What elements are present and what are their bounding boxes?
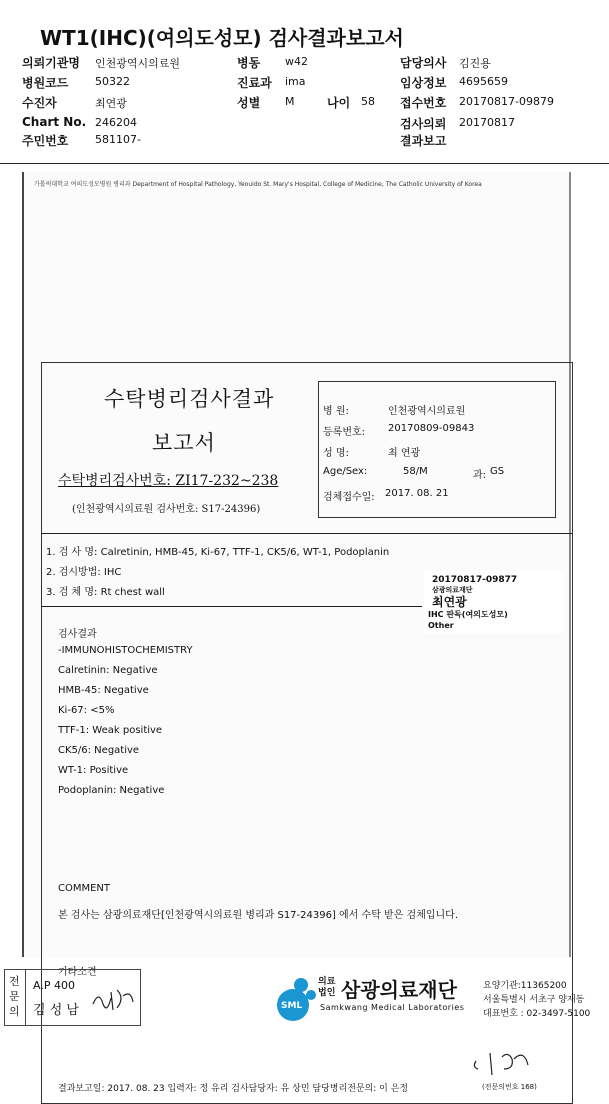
stamp-line1: A.P 400 [33,979,75,992]
stamp-line2: 김 성 남 [33,1003,79,1018]
result-report-label: 결과보고 [400,134,447,148]
org-english-name: Samkwang Medical Laboratories [320,1003,465,1012]
exam-item-1: 1. 검 사 명: Calretinin, HMB-45, Ki-67, TTF-1, CK5/6, WT-1, Podoplanin [46,547,390,558]
sex-value: M [285,95,295,108]
org-prefix: 의료법인 [318,977,336,998]
result-heading: 검사결과 [58,629,97,640]
items-bottom-rule [42,606,422,607]
receipt-no-value: 20170817-09879 [459,95,554,108]
scan-top-banner: 가톨릭대학교 여의도성모병원 병리과 Department of Hospital Pathology, Yeouido St. Mary's Hospital, College of Medicine, The Catholic University of Korea [34,181,482,188]
contact-line3: 대표번호 : 02-3497-5100 [483,1009,591,1019]
age-label: 나이 [327,96,351,110]
contact-line2: 서울특별시 서초구 양재동 [483,995,585,1005]
age-value: 58 [361,95,375,108]
info-received-value: 2017. 08. 21 [385,488,449,499]
ward-value: w42 [285,55,308,68]
doctor-value: 김진용 [459,57,491,70]
specialist-number: (전문의번호 168) [482,1083,537,1091]
sticker-test: IHC 판독(여의도성모) [428,610,508,619]
patient-info-box [318,381,556,518]
stamp-signature [89,984,135,1016]
info-agesex-label: Age/Sex: [323,466,368,477]
result-wt1: WT-1: Positive [58,765,129,776]
info-name-label: 성 명: [323,448,349,459]
info-dept-value: GS [490,466,505,477]
chart-no-label: Chart No. [22,115,87,129]
sticker-patient: 최연광 [432,595,467,609]
reference-number: (인천광역시의료원 검사번호: S17-24396) [72,504,261,515]
clinical-info-value: 4695659 [459,75,508,88]
result-hmb45: HMB-45: Negative [58,685,149,696]
ward-label: 병동 [237,56,261,70]
patient-value: 최연광 [95,97,127,110]
hospital-code-label: 병원코드 [22,76,69,90]
sticker-other: Other [428,621,454,630]
request-date-value: 20170817 [459,116,515,129]
pathologist-signature [470,1043,540,1083]
sticker-number: 20170817-09877 [432,575,518,585]
report-title-line1: 수탁병리검사결과 [104,387,275,411]
result-podoplanin: Podoplanin: Negative [58,785,165,796]
chart-no-value: 246204 [95,116,137,129]
sex-label: 성별 [237,96,261,110]
contact-line1: 요양기관:11365200 [483,981,567,991]
stamp-side-label: 전문의 [9,975,20,1018]
info-dept-label: 과: [473,470,487,481]
comment-text: 본 검사는 삼광의료재단[인천광역시의료원 병리과 S17-24396] 에서 수탁 받은 검체입니다. [58,910,459,921]
other-findings-heading: 기타소견 [58,967,97,978]
clinical-info-label: 임상정보 [400,76,447,90]
sml-logo [271,975,319,1027]
resident-no-label: 주민번호 [22,134,69,148]
info-reg-value: 20170809-09843 [388,423,475,434]
resident-no-value: 581107- [95,133,141,146]
dept-label: 진료과 [237,76,272,90]
exam-item-3: 3. 검 체 명: Rt chest wall [46,587,165,598]
sml-logo-text: SML [281,1001,303,1011]
institution-label: 의뢰기관명 [22,56,80,70]
request-date-label: 검사의뢰 [400,117,447,131]
exam-item-2: 2. 검시방법: IHC [46,567,122,578]
sml-logo-icon [271,975,319,1023]
org-name: 삼광의료재단 [341,978,457,1002]
info-reg-label: 등록번호: [323,427,366,438]
page-title: WT1(IHC)(여의도성모) 검사결과보고서 [40,26,404,50]
info-agesex-value: 58/M [403,466,428,477]
result-method: -IMMUNOHISTOCHEMISTRY [58,645,193,656]
patient-label: 수진자 [22,96,57,110]
specialist-stamp [4,969,141,1026]
result-ttf1: TTF-1: Weak positive [58,725,163,736]
sticker-org: 삼광의료재단 [432,586,473,594]
result-ck56: CK5/6: Negative [58,745,140,756]
info-name-value: 최 연광 [388,448,421,459]
exam-number: 수탁병리검사번호: ZI17-232~238 [58,473,279,489]
info-hospital-value: 인천광역시의료원 [388,406,466,417]
comment-heading: COMMENT [58,883,111,894]
specimen-sticker [424,571,564,633]
institution-value: 인천광역시의료원 [95,57,181,70]
receipt-no-label: 접수번호 [400,96,447,110]
result-calretinin: Calretinin: Negative [58,665,158,676]
info-received-label: 검체접수일: [323,492,375,503]
result-ki67: Ki-67: <5% [58,705,115,716]
doctor-label: 담당의사 [400,56,447,70]
items-top-rule [42,533,572,534]
report-title-line2: 보고서 [152,431,216,455]
info-hospital-label: 병 원: [323,406,349,417]
hospital-code-value: 50322 [95,75,130,88]
header-divider [0,163,609,164]
report-footer: 결과보고일: 2017. 08. 23 입력자: 정 유리 검사담당자: 유 상민 담당병리전문의: 이 은정 [58,1084,409,1094]
dept-value: ima [285,75,306,88]
